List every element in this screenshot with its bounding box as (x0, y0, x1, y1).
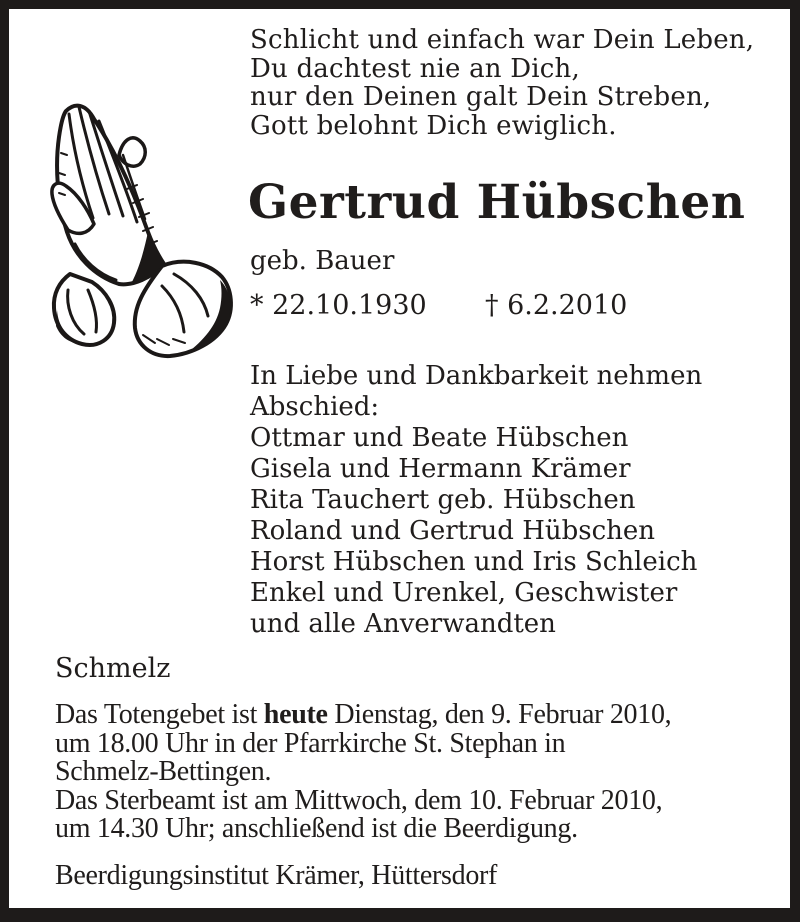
service-information (55, 701, 671, 844)
text-line: In Liebe und Dankbarkeit nehmen (250, 361, 703, 391)
text-line: Das Totengebet ist heute Dienstag, den 9. Februar 2010, (55, 699, 672, 730)
life-dates (250, 290, 628, 321)
text-line: Abschied: (250, 392, 380, 422)
text-line: um 14.30 Uhr; anschließend ist die Beerdigung. (55, 813, 578, 844)
mourners-list (250, 361, 702, 640)
praying-hands-icon (23, 93, 241, 381)
text-line: Enkel und Urenkel, Geschwister (250, 578, 678, 608)
text-line: Horst Hübschen und Iris Schleich (250, 547, 698, 577)
text-line: Das Sterbeamt ist am Mittwoch, dem 10. Februar 2010, (55, 784, 663, 816)
death-date: † 6.2.2010 (485, 290, 628, 321)
funeral-home: Beerdigungsinstitut Krämer, Hüttersdorf (55, 860, 498, 891)
text-line: Gisela und Hermann Krämer (250, 454, 631, 484)
memorial-poem (250, 26, 754, 140)
maiden-name: geb. Bauer (250, 246, 395, 276)
text-line: Gott belohnt Dich ewiglich. (250, 110, 617, 141)
text-line: Rita Tauchert geb. Hübschen (250, 485, 636, 515)
deceased-name: Gertrud Hübschen (248, 175, 746, 230)
birth-date: * 22.10.1930 (250, 290, 427, 321)
text-line: Schmelz-Bettingen. (55, 756, 272, 787)
text-line: Schlicht und einfach war Dein Leben, (250, 25, 755, 55)
text-line: Roland und Gertrud Hübschen (250, 516, 656, 546)
text-line: und alle Anverwandten (250, 609, 556, 639)
text-line: um 18.00 Uhr in der Pfarrkirche St. Stephan in (55, 727, 566, 759)
place-name: Schmelz (55, 653, 171, 684)
text-line: Du dachtest nie an Dich, (250, 53, 580, 84)
text-line: nur den Deinen galt Dein Streben, (250, 82, 712, 112)
text-line: Ottmar und Beate Hübschen (250, 423, 629, 453)
